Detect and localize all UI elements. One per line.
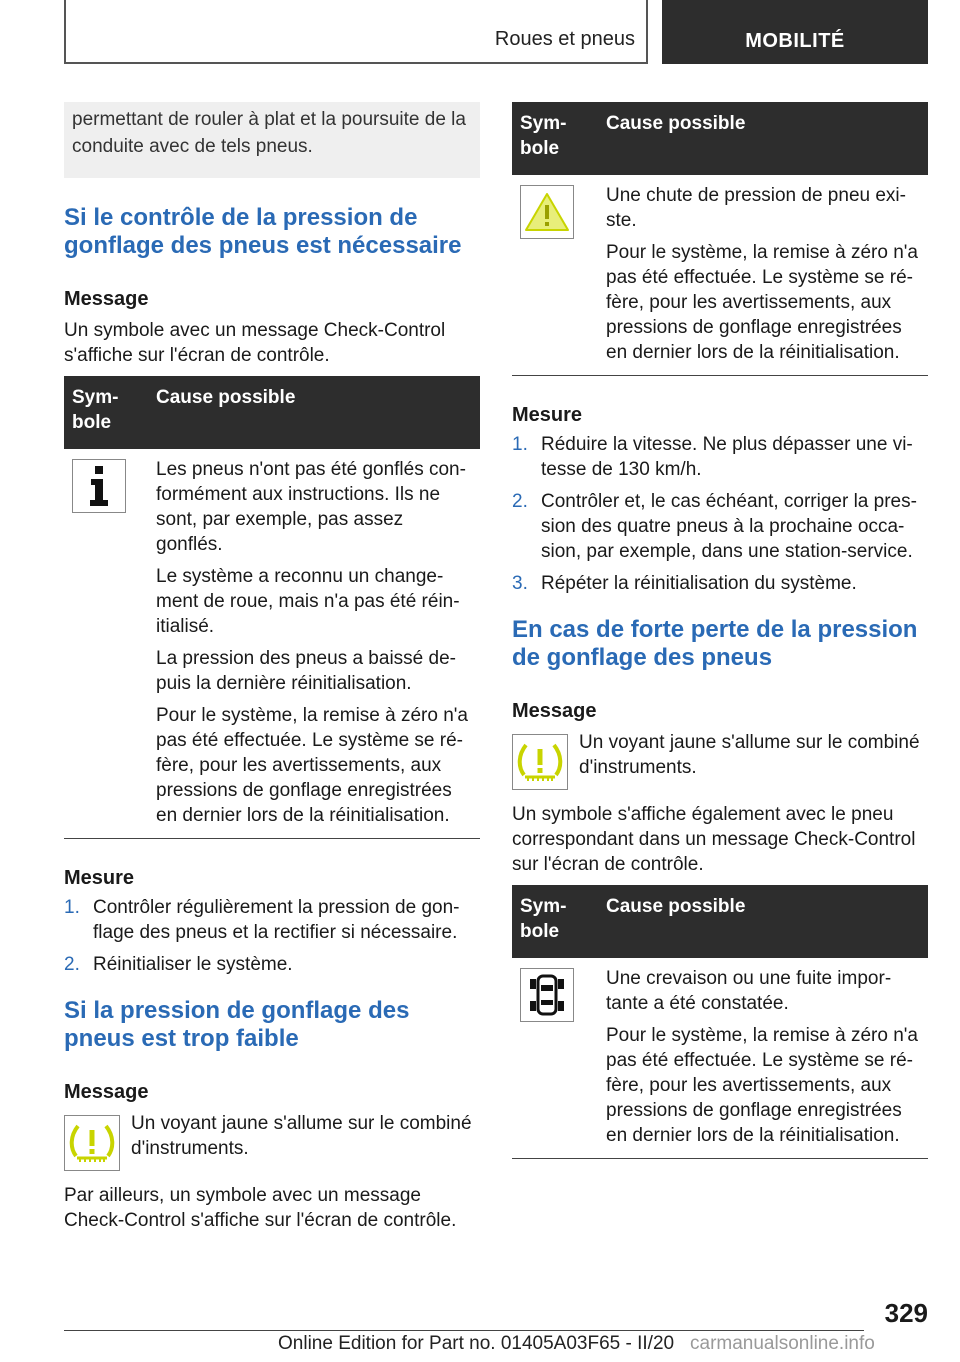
note-box: permettant de rouler à plat et la poursuite de la conduite avec de tels pneus.	[64, 102, 480, 178]
table-row	[64, 449, 480, 839]
cause-text: Pour le système, la remise à zéro n'a pas été effectuée. Le système se ré-fère, pour les avertissements, aux pressions de gonflage enregistrées en dernier lors de la réinitialisation.	[156, 705, 468, 826]
list-item: 3. Répéter la réinitialisation du système.	[512, 573, 857, 594]
cause-text: Pour le système, la remise à zéro n'a pas été effectuée. Le système se ré-fère, pour les avertissements, aux pressions de gonflage enregistrées en dernier lors de la réinitialisation.	[606, 242, 918, 363]
car-tire-damage-icon	[520, 968, 574, 1022]
list-item: 1. Contrôler régulièrement la pression de gon-flage des pneus et la rectifier si nécessaire.	[64, 897, 460, 943]
cause-text: Une crevaison ou une fuite impor-tante a été constatée.	[606, 968, 892, 1014]
list-item: 2. Réinitialiser le système.	[64, 954, 293, 975]
cause-text: Une chute de pression de pneu exi-ste.	[606, 185, 906, 231]
table-row	[512, 175, 928, 376]
paragraph: Par ailleurs, un symbole avec un message Check-Control s'affiche sur l'écran de contrôle.	[64, 1185, 457, 1231]
symbol-table-pressure-drop	[512, 102, 928, 376]
table-header-cause: Cause possible	[598, 885, 928, 958]
measure-steps	[512, 432, 928, 596]
message-label: Message	[64, 288, 149, 310]
cause-text: Pour le système, la remise à zéro n'a pas été effectuée. Le système se ré-fère, pour les avertissements, aux pressions de gonflage enregistrées en dernier lors de la réinitialisation.	[606, 1025, 918, 1146]
left-column	[64, 102, 480, 1233]
measure-label: Mesure	[512, 404, 583, 426]
edition-text: Online Edition for Part no. 01405A03F65 - II/20	[278, 1333, 675, 1354]
table-header-symbol: Sym-bole	[512, 885, 598, 958]
cause-text: La pression des pneus a baissé de-puis la dernière réinitialisation.	[156, 648, 456, 694]
message-label: Message	[512, 700, 597, 722]
list-item: 1. Réduire la vitesse. Ne plus dépasser une vi-tesse de 130 km/h.	[512, 434, 913, 480]
list-item: 2. Contrôler et, le cas échéant, corriger la pres-sion des quatre pneus à la prochaine occa-sion, par exemple, dans une station-service.	[512, 491, 917, 562]
tire-pressure-warning-icon	[64, 1115, 120, 1171]
tire-pressure-warning-icon	[512, 734, 568, 790]
header-section-title: Roues et pneus	[494, 28, 635, 50]
table-header-cause: Cause possible	[148, 376, 480, 449]
message-text: Un symbole avec un message Check-Control s'affiche sur l'écran de contrôle.	[64, 320, 446, 366]
table-row	[512, 958, 928, 1159]
paragraph: Un symbole s'affiche également avec le pneu correspondant dans un message Check-Control sur l'écran de contrôle.	[512, 804, 916, 875]
footer-divider	[64, 1330, 864, 1331]
cause-text: Les pneus n'ont pas été gonflés con-formément aux instructions. Ils ne sont, par exemple, pas assez gonflés.	[156, 459, 466, 555]
section-title-check-needed: Si le contrôle de la pression de gonflage des pneus est nécessaire	[64, 204, 462, 259]
warning-lamp-text: Un voyant jaune s'allume sur le combiné d'instruments.	[131, 1113, 472, 1159]
symbol-table-check	[64, 376, 480, 839]
table-header-symbol: Sym-bole	[512, 102, 598, 175]
table-header-symbol: Sym-bole	[64, 376, 148, 449]
message-label: Message	[64, 1081, 149, 1103]
warning-lamp-row	[512, 730, 928, 790]
table-header-cause: Cause possible	[598, 102, 928, 175]
warning-lamp-text: Un voyant jaune s'allume sur le combiné d'instruments.	[579, 732, 920, 778]
page-number: 329	[884, 1298, 928, 1328]
header-chapter-tab: MOBILITÉ	[662, 0, 928, 64]
right-column	[512, 102, 928, 1159]
symbol-table-strong-loss	[512, 885, 928, 1159]
warning-lamp-row	[64, 1111, 480, 1171]
watermark: carmanualsonline.info	[690, 1333, 875, 1354]
section-title-strong-loss: En cas de forte perte de la pression de gonflage des pneus	[512, 616, 918, 671]
measure-steps	[64, 895, 480, 977]
warning-triangle-icon	[520, 185, 574, 239]
measure-label: Mesure	[64, 867, 135, 889]
section-title-pressure-low: Si la pression de gonflage des pneus est trop faible	[64, 997, 410, 1052]
info-icon	[72, 459, 126, 513]
cause-text: Le système a reconnu un change-ment de roue, mais n'a pas été réin-itialisé.	[156, 566, 460, 637]
